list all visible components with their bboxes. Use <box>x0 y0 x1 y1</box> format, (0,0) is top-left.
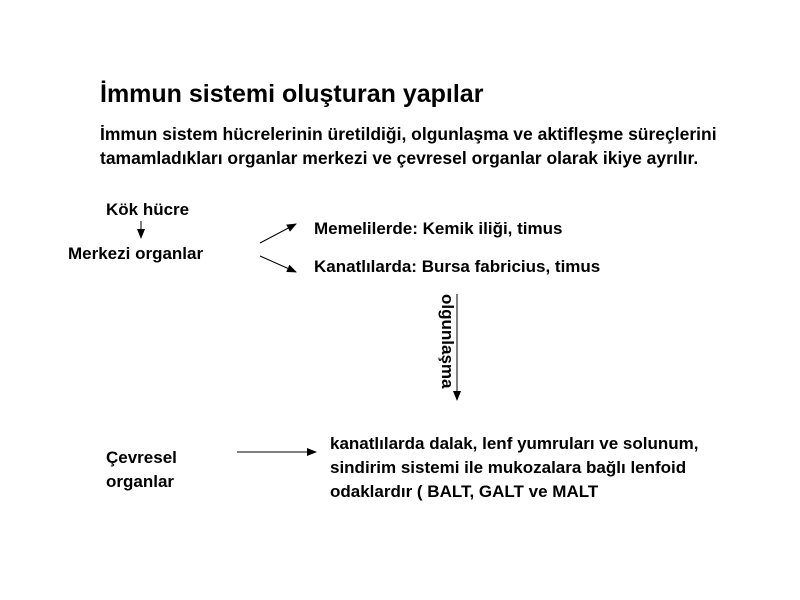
peripheral-label-line2: organlar <box>106 472 175 491</box>
central-organs-label: Merkezi organlar <box>68 244 204 263</box>
stem-cell-label: Kök hücre <box>106 200 190 219</box>
peripheral-desc-line3: odaklardır ( BALT, GALT ve MALT <box>330 482 599 501</box>
mammals-central-organs: Memelilerde: Kemik iliği, timus <box>314 219 563 238</box>
peripheral-label-line1: Çevresel <box>106 448 177 467</box>
slide-title: İmmun sistemi oluşturan yapılar <box>100 80 484 108</box>
maturation-label: olgunlaşma <box>438 294 457 389</box>
central-to-birds-arrow <box>260 256 296 272</box>
birds-central-organs: Kanatlılarda: Bursa fabricius, timus <box>314 257 601 276</box>
peripheral-desc-line2: sindirim sistemi ile mukozalara bağlı lenfoid <box>330 458 687 477</box>
central-to-mammals-arrow <box>260 224 296 243</box>
intro-paragraph: İmmun sistem hücrelerinin üretildiği, olgunlaşma ve aktifleşme süreçlerini tamamladıkları organlar merkezi ve çevresel organlar olarak ikiye ayrılır. <box>100 124 717 168</box>
peripheral-desc-line1: kanatlılarda dalak, lenf yumruları ve solunum, <box>330 434 699 453</box>
